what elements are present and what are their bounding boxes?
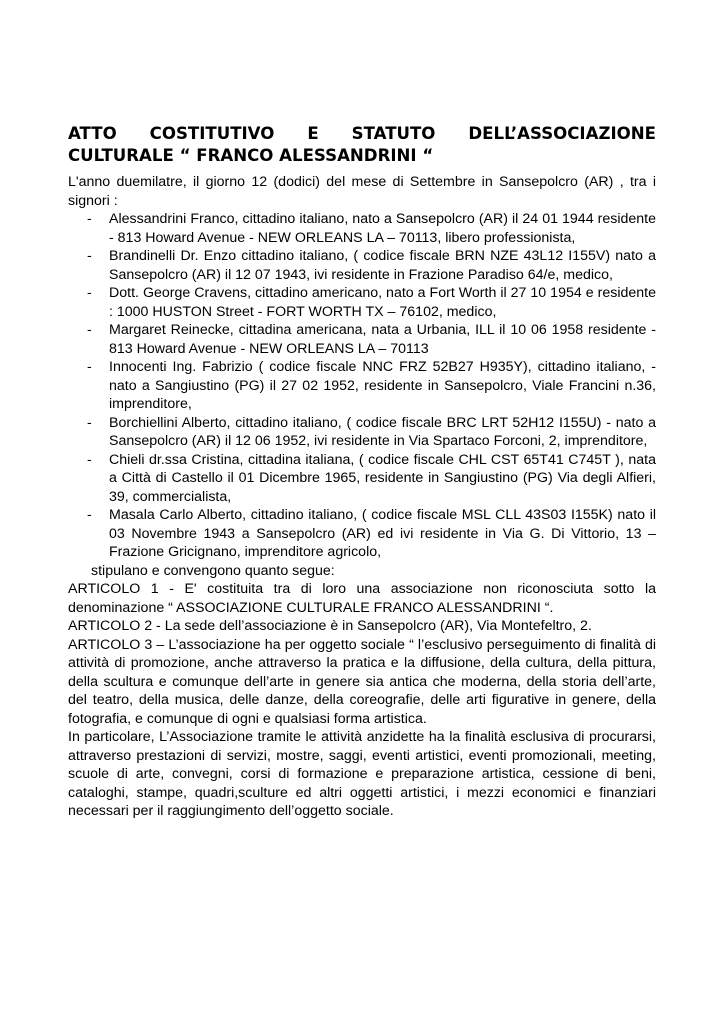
bullet-dash: - (87, 248, 92, 264)
title-line-2: CULTURALE “ FRANCO ALESSANDRINI “ (68, 146, 434, 165)
articolo-2: ARTICOLO 2 - La sede dell’associazione è in Sansepolcro (AR), Via Montefeltro, 2. (68, 618, 592, 634)
founder-text: Innocenti Ing. Fabrizio ( codice fiscale NNC FRZ 52B27 H935Y), cittadino italiano, - nato a Sangiustino (PG) il 27 02 1952, residente in Sansepolcro, Viale Francini n.36, imprenditore, (109, 359, 656, 412)
bullet-dash: - (87, 322, 92, 338)
bullet-dash: - (87, 507, 92, 523)
title-word: ATTO (68, 124, 117, 143)
list-item (68, 284, 656, 321)
title-line-1 (68, 123, 656, 145)
title-word: COSTITUTIVO (149, 124, 275, 143)
document-body (68, 173, 656, 821)
bullet-dash: - (87, 451, 92, 468)
list-item (68, 506, 656, 562)
founder-text: Borchiellini Alberto, cittadino italiano, ( codice fiscale BRC LRT 52H12 I155U) - nato a Sansepolcro (AR) il 12 06 1952, ivi residente in Via Spartaco Forconi, 2, imprenditore, (109, 414, 656, 449)
bullet-dash: - (87, 359, 92, 375)
title-word: DELL’ASSOCIAZIONE (468, 124, 656, 143)
list-item (68, 358, 656, 414)
bullet-dash: - (87, 285, 92, 301)
articolo-3: ARTICOLO 3 – L’associazione ha per oggetto sociale “ l’esclusivo perseguimento di finalità di attività di promozione, anche attraverso la pratica e la diffusione, della cultura, della pittura, della scultura e comunque dell’arte in genere sia antica che moderna, della storia dell’arte, del teatro, della musica, delle danze, della coreografie, delle arti figurative in genere, della fotografia, e comunque di ogni e qualsiasi forma artistica. (68, 636, 656, 727)
document-page (68, 123, 656, 821)
founder-text: Masala Carlo Alberto, cittadino italiano, ( codice fiscale MSL CLL 43S03 I155K) nato il 03 Novembre 1943 a Sansepolcro (AR) ed ivi residente in Via G. Di Vittorio, 13 – Frazione Gricignano, imprenditore agricolo, (109, 507, 656, 560)
founder-text: Margaret Reinecke, cittadina americana, nata a Urbania, ILL il 10 06 1958 residente - 813 Howard Avenue - NEW ORLEANS LA – 70113 (109, 322, 656, 357)
list-item (68, 321, 656, 358)
intro-paragraph: L'anno duemilatre, il giorno 12 (dodici) del mese di Settembre in Sansepolcro (AR) , tra i signori : (68, 174, 656, 209)
title-word: STATUTO (351, 124, 436, 143)
document-title (68, 123, 656, 167)
list-item (68, 414, 656, 451)
particolare-paragraph: In particolare, L’Associazione tramite le attività anzidette ha la finalità esclusiva di procurarsi, attraverso prestazioni di servizi, mostre, saggi, eventi artistici, eventi promozionali, meeting, scuole di arte, convegni, corsi di formazione e preparazione artistica, cessione di beni, cataloghi, stampe, quadri,sculture ed altri oggetti artistici, i mezzi economici e finanziari necessari per il raggiungimento dell’oggetto sociale. (68, 729, 656, 819)
stipulano-line: stipulano e convengono quanto segue: (91, 562, 335, 579)
bullet-dash: - (87, 211, 92, 227)
list-item (68, 451, 656, 507)
list-item (68, 210, 656, 247)
articolo-1: ARTICOLO 1 - E' costituita tra di loro una associazione non riconosciuta sotto la denominazione “ ASSOCIAZIONE CULTURALE FRANCO ALESSANDRINI “. (68, 581, 656, 616)
founder-text: Alessandrini Franco, cittadino italiano, nato a Sansepolcro (AR) il 24 01 1944 residente - 813 Howard Avenue - NEW ORLEANS LA – 70113, libero professionista, (109, 211, 656, 246)
title-word: E (307, 124, 319, 143)
founder-text: Dott. George Cravens, cittadino americano, nato a Fort Worth il 27 10 1954 e residente : 1000 HUSTON Street - FORT WORTH TX – 76102, medico, (109, 285, 656, 320)
founders-list (68, 210, 656, 562)
founder-text: Chieli dr.ssa Cristina, cittadina italiana, ( codice fiscale CHL CST 65T41 C745T ), nata a Città di Castello il 01 Dicembre 1965, residente in Sangiustino (PG) Via degli Alfieri, 39, commercialista, (109, 451, 656, 505)
bullet-dash: - (87, 414, 92, 431)
list-item (68, 247, 656, 284)
founder-text: Brandinelli Dr. Enzo cittadino italiano, ( codice fiscale BRN NZE 43L12 I155V) nato a Sansepolcro (AR) il 12 07 1943, ivi residente in Frazione Paradiso 64/e, medico, (109, 248, 656, 283)
